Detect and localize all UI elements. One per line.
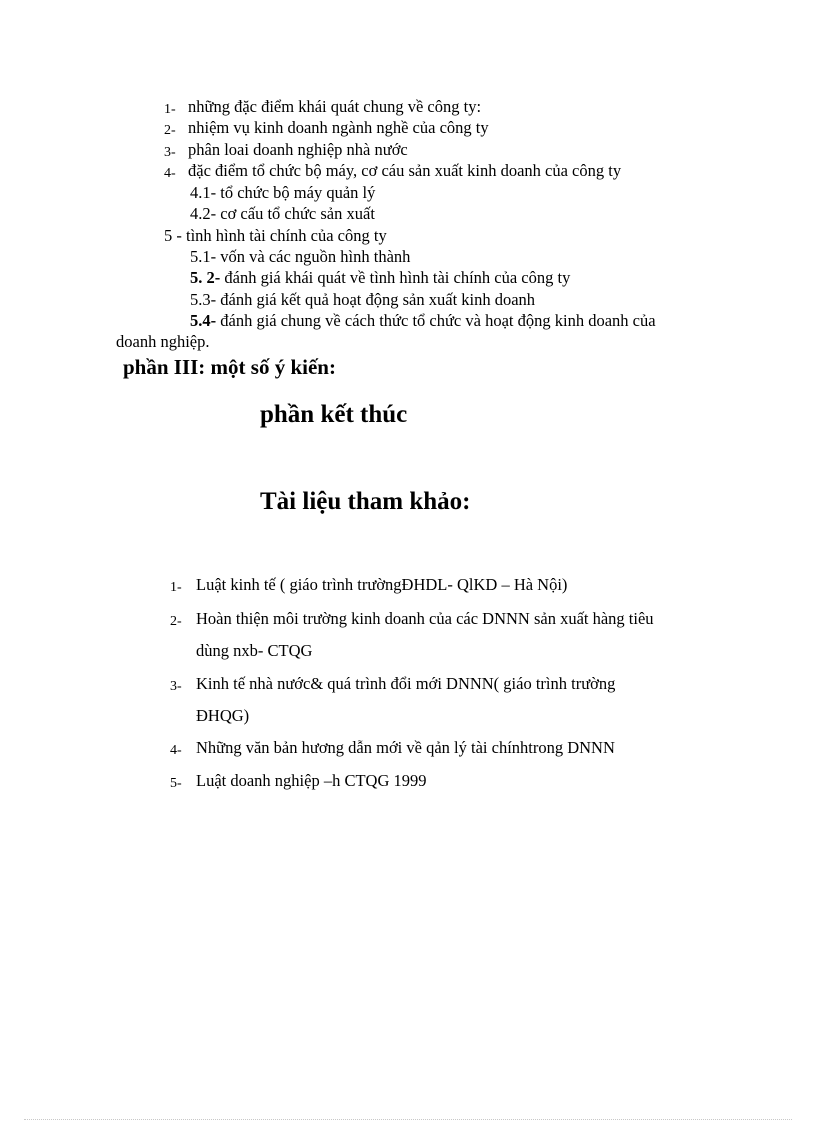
reference-number: 3- [170,679,182,694]
reference-number: 5- [170,776,182,791]
toc-item-number: 2- [164,123,176,138]
reference-text: Những văn bản hương dẫn mới về qản lý tài chínhtrong DNNN [196,738,615,757]
toc-subitem-text: vốn và các nguồn hình thành [220,247,411,266]
reference-number: 2- [170,614,182,629]
toc-item-text: đặc điểm tổ chức bộ máy, cơ cáu sản xuất kinh doanh của công ty [188,161,622,180]
toc-subitem-5-4-continued: doanh nghiệp. [116,332,210,351]
reference-item-4 [170,732,750,764]
toc-subitem-5-4 [190,311,656,331]
toc-subitem-text: đánh giá khái quát về tình hình tài chính của công ty [224,268,571,287]
reference-item-3 [170,668,750,732]
conclusion-heading: phần kết thúc [260,401,408,428]
toc-item-text: phân loai doanh nghiệp nhà nước [188,140,408,159]
toc-subitem-5-1 [190,247,410,267]
toc-subitem-5-2 [190,268,570,288]
reference-item-1 [170,569,750,601]
toc-subitem-text: đánh giá chung về cách thức tổ chức và hoạt động kinh doanh của [220,311,656,330]
reference-text-continued: ĐHQG) [196,706,250,725]
toc-subitem-4-2 [190,204,375,224]
reference-number: 4- [170,743,182,758]
toc-item-number: 1- [164,102,176,117]
toc-subitem-text: cơ cấu tổ chức sản xuất [220,204,375,223]
toc-item-number: 3- [164,145,176,160]
toc-item-number: 4- [164,166,176,181]
toc-subitem-text: tổ chức bộ máy quản lý [220,183,376,202]
reference-text: Luật kinh tế ( giáo trình trườngĐHDL- QlKD – Hà Nội) [196,575,568,594]
reference-text: Kinh tế nhà nước& quá trình đổi mới DNNN( giáo trình trường [196,674,616,693]
page-bottom-divider [24,1119,792,1120]
reference-text: Hoàn thiện môi trường kinh doanh của các DNNN sản xuất hàng tiêu [196,609,654,628]
reference-number: 1- [170,580,182,595]
toc-subitem-text: đánh giá kết quả hoạt động sản xuất kinh doanh [220,290,536,309]
toc-item-text: những đặc điểm khái quát chung về công ty: [188,97,482,116]
reference-text: Luật doanh nghiệp –h CTQG 1999 [196,771,427,790]
toc-item-5: 5 - tình hình tài chính của công ty [164,226,387,245]
toc-subitem-number: 4.2- [190,204,217,223]
toc-subitem-number: 5.3- [190,290,217,309]
reference-item-5 [170,765,750,797]
toc-subitem-number: 5. 2- [190,268,221,287]
part3-heading: phần III: một số ý kiến: [123,355,336,379]
toc-subitem-number: 4.1- [190,183,217,202]
toc-subitem-number: 5.1- [190,247,217,266]
toc-subitem-5-3 [190,290,535,310]
toc-subitem-4-1 [190,183,375,203]
toc-subitem-number: 5.4- [190,311,217,330]
reference-text-continued: dùng nxb- CTQG [196,641,313,660]
toc-item-text: nhiệm vụ kinh doanh ngành nghề của công ty [188,118,489,137]
reference-item-2 [170,603,750,667]
references-heading: Tài liệu tham khảo: [260,488,471,515]
